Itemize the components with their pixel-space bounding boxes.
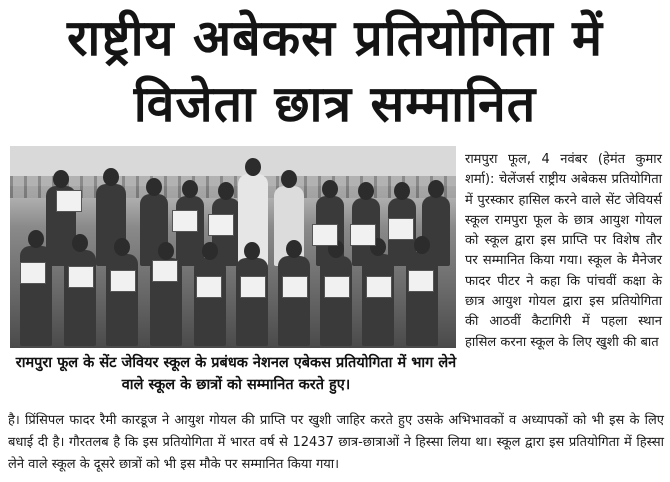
photo-certificate [350,224,376,246]
photo-caption: रामपुरा फूल के सेंट जेवियर स्कूल के प्रबंधक नेशनल एबेकस प्रतियोगिता में भाग लेने वाले स्कूल के छात्रों को सम्मानित करते हुए। [15,355,457,393]
headline-line-1: राष्ट्रीय अबेकस प्रतियोगिता में [66,9,604,67]
photo-certificate [388,218,414,240]
photo-student [64,250,96,346]
photo-certificate [240,276,266,298]
article-column-text: रामपुरा फूल, 4 नवंबर (हेमंत कुमार शर्मा): चेलेंजर्स राष्ट्रीय अबेकस प्रतियोगिता में पुरस्कार हासिल करने वाले सेंट जेवियर्स स्कूल रामपुरा फूल के छात्र आयुश गोयल को स्कूल द्वारा इस प्राप्ति पर विशेष तौर पर सम्मानित किया गया। स्कूल के मैनेजर फादर पीटर ने कहा कि पांचवीं कक्षा के छात्र आयुश गोयल द्वारा इस प्रतियोगिता की आठवीं कैटागिरी में पहला स्थान हासिल करना स्कूल के लिए खुशी की बात [465,152,662,350]
photo-certificate [110,270,136,292]
photo-certificate [172,210,198,232]
photo-student [278,256,310,346]
photo-certificate [282,276,308,298]
photo-student [236,258,268,346]
photo-certificate [20,262,46,284]
photo-student [194,258,226,346]
photo-student [406,252,438,346]
photo-student [106,254,138,346]
headline-line-2: विजेता छात्र सम्मानित [133,75,537,133]
photo-certificate [208,214,234,236]
photo-certificate [68,266,94,288]
photo-certificate [196,276,222,298]
photo-certificate [56,190,82,212]
article-bottom-text: है। प्रिंसिपल फादर रैमी कारडूज ने आयुश गोयल की प्राप्ति पर खुशी जाहिर करते हुए उसके अभिभावकों व अध्यापकों को भी इस के लिए बधाई दी है। गौरतलब है कि इस प्रतियोगिता में भारत वर्ष से 12437 छात्र-छात्राओं ने हिस्सा लिया था। स्कूल द्वारा इस प्रतियोगिता में हिस्सा लेने वाले स्कूल के दूसरे छात्रों को भी इस मौके पर सम्मानित किया गया। [8,413,664,472]
photo-student [20,246,52,346]
photo-certificate [324,276,350,298]
photo-student [362,254,394,346]
photo-student [320,256,352,346]
photo-certificate [312,224,338,246]
photo-certificate [366,276,392,298]
photo-certificate [408,270,434,292]
news-photo [10,146,456,348]
photo-certificate [152,260,178,282]
